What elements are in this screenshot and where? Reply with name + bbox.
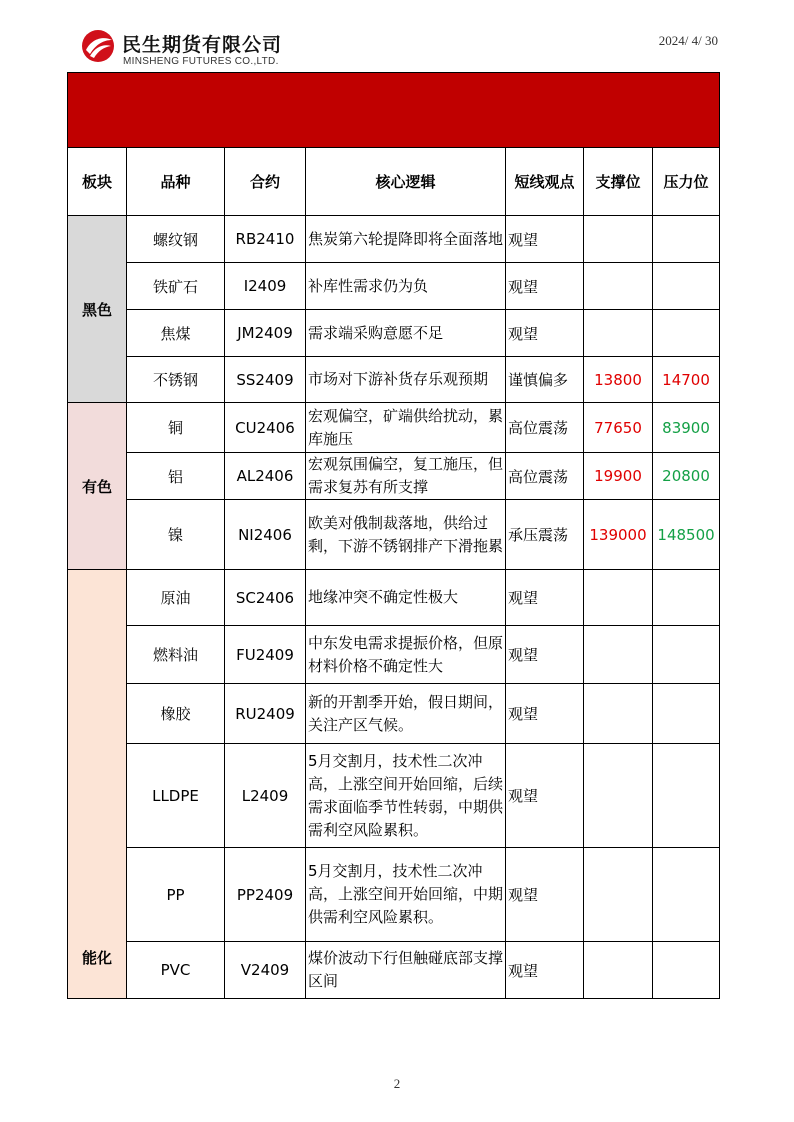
column-header-contract: 合约: [225, 148, 306, 216]
page-number: 2: [393, 1076, 401, 1091]
support-cell: [584, 848, 653, 942]
view-cell: 观望: [506, 216, 584, 263]
product-cell: LLDPE: [127, 744, 225, 848]
resistance-cell: [653, 310, 720, 357]
logic-cell: 宏观偏空，矿端供给扰动，累库施压: [306, 403, 506, 453]
logic-cell: 地缘冲突不确定性极大: [306, 570, 506, 626]
view-cell: 观望: [506, 570, 584, 626]
product-cell: PP: [127, 848, 225, 942]
support-cell: [584, 310, 653, 357]
contract-cell: L2409: [225, 744, 306, 848]
product-cell: 橡胶: [127, 684, 225, 744]
contract-cell: NI2406: [225, 500, 306, 570]
contract-cell: CU2406: [225, 403, 306, 453]
minsheng-logo-icon: [80, 28, 116, 64]
resistance-cell: 14700: [653, 357, 720, 403]
logic-cell: 焦炭第六轮提降即将全面落地: [306, 216, 506, 263]
table-row: [68, 570, 720, 626]
column-header-resistance: 压力位: [653, 148, 720, 216]
view-cell: 观望: [506, 942, 584, 999]
contract-cell: SS2409: [225, 357, 306, 403]
product-cell: PVC: [127, 942, 225, 999]
contract-cell: PP2409: [225, 848, 306, 942]
product-cell: 燃料油: [127, 626, 225, 684]
support-cell: [584, 626, 653, 684]
table-row: [68, 684, 720, 744]
table-row: [68, 310, 720, 357]
view-cell: 谨慎偏多: [506, 357, 584, 403]
logic-cell: 新的开割季开始，假日期间，关注产区气候。: [306, 684, 506, 744]
support-cell: [584, 684, 653, 744]
view-cell: 高位震荡: [506, 453, 584, 500]
company-name-en: MINSHENG FUTURES CO.,LTD.: [123, 56, 279, 67]
table-header: [68, 148, 720, 216]
logic-cell: 煤价波动下行但触碰底部支撑区间: [306, 942, 506, 999]
column-header-logic: 核心逻辑: [306, 148, 506, 216]
contract-cell: FU2409: [225, 626, 306, 684]
product-cell: 螺纹钢: [127, 216, 225, 263]
table-row: [68, 848, 720, 942]
sector-label-black: 黑色: [68, 216, 127, 403]
contract-cell: RB2410: [225, 216, 306, 263]
logic-cell: 宏观氛围偏空，复工施压，但需求复苏有所支撑: [306, 453, 506, 500]
table-row: [68, 453, 720, 500]
logic-cell: 市场对下游补货存乐观预期: [306, 357, 506, 403]
view-cell: 观望: [506, 744, 584, 848]
view-cell: 观望: [506, 848, 584, 942]
logic-cell: 补库性需求仍为负: [306, 263, 506, 310]
product-cell: 原油: [127, 570, 225, 626]
table-row: [68, 216, 720, 263]
contract-cell: SC2406: [225, 570, 306, 626]
contract-cell: AL2406: [225, 453, 306, 500]
column-header-sector: 板块: [68, 148, 127, 216]
report-date: 2024/ 4/ 30: [658, 33, 718, 48]
product-cell: 镍: [127, 500, 225, 570]
column-header-product: 品种: [127, 148, 225, 216]
support-cell: [584, 216, 653, 263]
logic-cell: 需求端采购意愿不足: [306, 310, 506, 357]
contract-cell: I2409: [225, 263, 306, 310]
resistance-cell: [653, 570, 720, 626]
view-cell: 观望: [506, 626, 584, 684]
table-row: [68, 357, 720, 403]
resistance-cell: [653, 848, 720, 942]
table-row: [68, 500, 720, 570]
product-cell: 铝: [127, 453, 225, 500]
company-name-cn: 民生期货有限公司: [122, 34, 283, 56]
product-cell: 不锈钢: [127, 357, 225, 403]
banner-cell: [68, 73, 720, 148]
table-row: [68, 942, 720, 999]
resistance-cell: [653, 626, 720, 684]
support-cell: [584, 263, 653, 310]
resistance-cell: 83900: [653, 403, 720, 453]
table-row: [68, 626, 720, 684]
product-cell: 焦煤: [127, 310, 225, 357]
support-cell: 13800: [584, 357, 653, 403]
table-row: [68, 403, 720, 453]
resistance-cell: [653, 744, 720, 848]
sector-label-nonferrous: 有色: [68, 403, 127, 570]
view-cell: 承压震荡: [506, 500, 584, 570]
resistance-cell: [653, 263, 720, 310]
support-cell: [584, 744, 653, 848]
logic-cell: 中东发电需求提振价格，但原材料价格不确定性大: [306, 626, 506, 684]
table-row: [68, 744, 720, 848]
resistance-cell: 148500: [653, 500, 720, 570]
resistance-cell: [653, 216, 720, 263]
logic-cell: 欧美对俄制裁落地，供给过剩，下游不锈钢排产下滑拖累: [306, 500, 506, 570]
sector-label-energy: 能化: [68, 570, 127, 999]
resistance-cell: [653, 684, 720, 744]
resistance-cell: 20800: [653, 453, 720, 500]
contract-cell: RU2409: [225, 684, 306, 744]
view-cell: 观望: [506, 310, 584, 357]
view-cell: 观望: [506, 684, 584, 744]
view-cell: 观望: [506, 263, 584, 310]
support-cell: 77650: [584, 403, 653, 453]
contract-cell: V2409: [225, 942, 306, 999]
product-cell: 铜: [127, 403, 225, 453]
company-logo: [80, 28, 320, 70]
column-header-view: 短线观点: [506, 148, 584, 216]
support-cell: 19900: [584, 453, 653, 500]
logic-cell: 5月交割月，技术性二次冲高，上涨空间开始回缩，中期供需利空风险累积。: [306, 848, 506, 942]
support-cell: 139000: [584, 500, 653, 570]
support-cell: [584, 942, 653, 999]
red-banner: [68, 73, 720, 148]
table-row: [68, 263, 720, 310]
logic-cell: 5月交割月，技术性二次冲高，上涨空间开始回缩，后续需求面临季节性转弱，中期供需利空风险累积。: [306, 744, 506, 848]
contract-cell: JM2409: [225, 310, 306, 357]
support-cell: [584, 570, 653, 626]
column-header-support: 支撑位: [584, 148, 653, 216]
resistance-cell: [653, 942, 720, 999]
product-cell: 铁矿石: [127, 263, 225, 310]
strategy-table: [67, 72, 720, 999]
view-cell: 高位震荡: [506, 403, 584, 453]
